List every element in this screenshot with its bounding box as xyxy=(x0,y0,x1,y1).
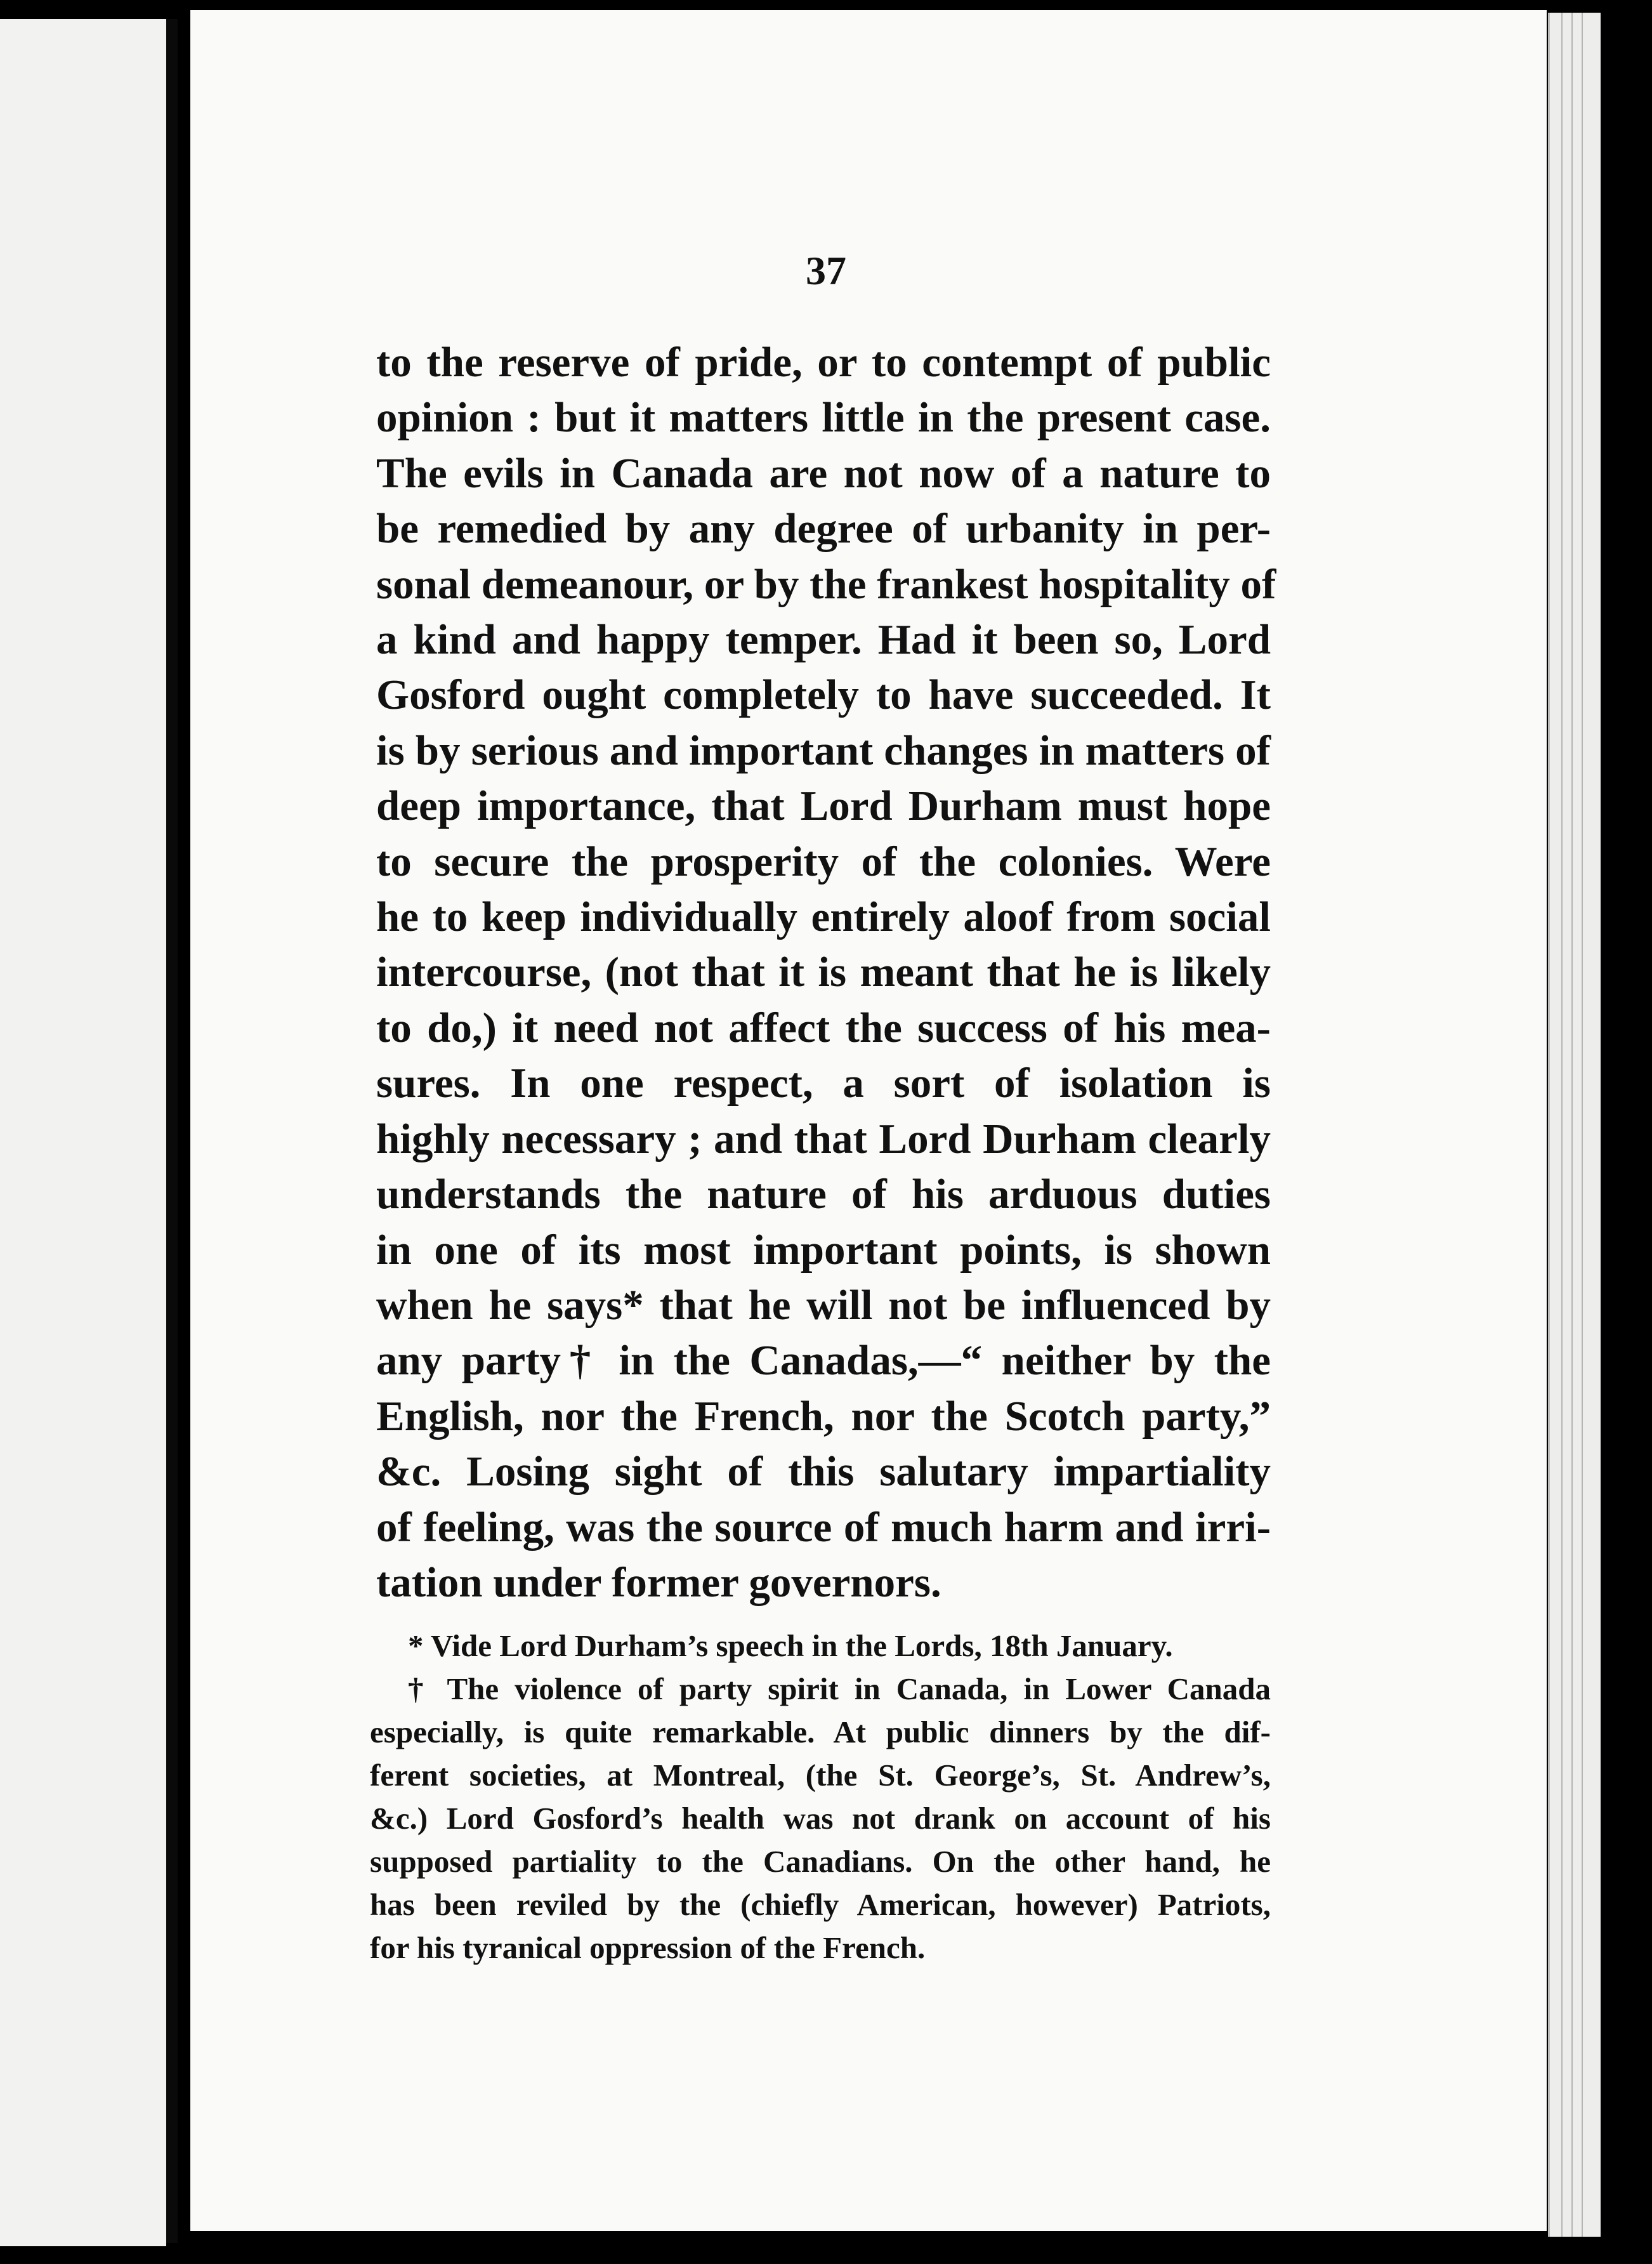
footnote-dagger-line: especially, is quite remarkable. At public dinners by the dif- xyxy=(370,1714,1271,1749)
text-line: he to keep individually entirely aloof from social xyxy=(376,893,1271,941)
footnote-dagger-line: for his tyranical oppression of the French. xyxy=(370,1930,926,1965)
facing-page-margin xyxy=(0,19,166,2246)
text-line: intercourse, (not that it is meant that he is likely xyxy=(376,949,1271,996)
text-line: deep importance, that Lord Durham must hope xyxy=(376,782,1271,830)
footnote-dagger-line: ferent societies, at Montreal, (the St. George’s, St. Andrew’s, xyxy=(370,1758,1271,1793)
text-line: to the reserve of pride, or to contempt of public xyxy=(376,339,1271,386)
footnote-dagger-line: supposed partiality to the Canadians. On the other hand, he xyxy=(370,1844,1271,1879)
text-line: any party† in the Canadas,—“ neither by the xyxy=(376,1337,1271,1385)
page-number: 37 xyxy=(806,248,846,293)
page-edge-stack xyxy=(1548,13,1601,2237)
text-line: English, nor the French, nor the Scotch party,” xyxy=(376,1392,1271,1440)
footnote-dagger-line: &c.) Lord Gosford’s health was not drank on account of his xyxy=(370,1801,1271,1836)
text-line: highly necessary ; and that Lord Durham clearly xyxy=(376,1115,1271,1162)
text-line: is by serious and important changes in matters of xyxy=(376,727,1271,774)
text-line: The evils in Canada are not now of a nature to xyxy=(376,449,1271,497)
footnote-asterisk: * Vide Lord Durham’s speech in the Lords, 18th January. xyxy=(408,1628,1173,1663)
body-paragraph xyxy=(376,335,1276,1610)
text-line: tation under former governors. xyxy=(376,1558,941,1606)
text-line: sures. In one respect, a sort of isolation is xyxy=(376,1060,1271,1107)
text-line: in one of its most important points, is shown xyxy=(376,1226,1271,1274)
footnote-dagger-line: † The violence of party spirit in Canada, in Lower Canada xyxy=(408,1671,1271,1706)
text-line: of feeling, was the source of much harm and irri- xyxy=(376,1503,1271,1551)
text-line: be remedied by any degree of urbanity in per- xyxy=(376,505,1271,553)
binding-gutter-line xyxy=(166,19,178,2243)
text-line: to secure the prosperity of the colonies. Were xyxy=(376,838,1271,885)
text-line: to do,) it need not affect the success of his mea- xyxy=(376,1004,1271,1051)
text-line: when he says* that he will not be influenced by xyxy=(376,1281,1271,1329)
text-line: a kind and happy temper. Had it been so, Lord xyxy=(376,616,1271,664)
text-line: sonal demeanour, or by the frankest hospitality of xyxy=(376,560,1276,608)
footnote-dagger-line: has been reviled by the (chiefly American, however) Patriots, xyxy=(370,1887,1271,1922)
text-line: understands the nature of his arduous duties xyxy=(376,1171,1271,1218)
text-line: opinion : but it matters little in the present case. xyxy=(376,394,1271,442)
footnotes xyxy=(370,1624,1271,1970)
text-line: &c. Losing sight of this salutary impartiality xyxy=(376,1448,1271,1496)
text-line: Gosford ought completely to have succeeded. It xyxy=(376,671,1271,719)
